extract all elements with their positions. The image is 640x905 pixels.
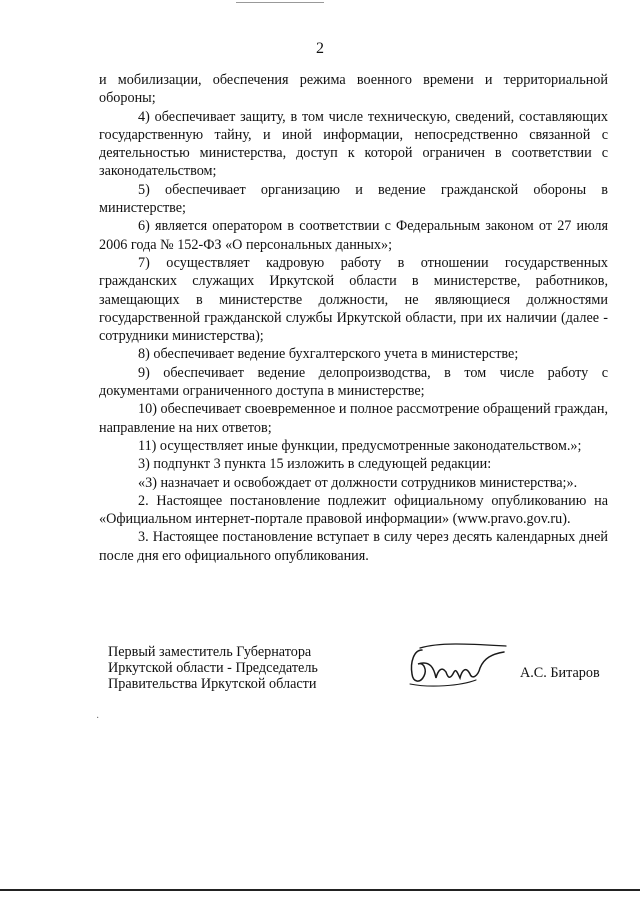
signatory-position-line: Правительства Иркутской области — [108, 676, 317, 692]
paragraph: 5) обеспечивает организацию и ведение гражданской обороны в министерстве; — [99, 181, 608, 217]
handwritten-signature — [400, 640, 510, 692]
signatory-position-line: Иркутской области - Председатель — [108, 660, 318, 676]
bottom-rule — [0, 889, 640, 891]
paragraph: и мобилизации, обеспечения режима военного времени и территориальной обороны; — [99, 72, 608, 107]
paragraph: 10) обеспечивает своевременное и полное рассмотрение обращений граждан, направление на них ответов; — [99, 401, 608, 436]
paragraph: 9) обеспечивает ведение делопроизводства, в том числе работу с документами ограниченного доступа в министерстве; — [99, 364, 608, 400]
paragraph: 8) обеспечивает ведение бухгалтерского учета в министерстве; — [138, 346, 519, 363]
paragraph: 3. Настоящее постановление вступает в силу через десять календарных дней после дня его официального опубликования. — [99, 529, 608, 564]
paragraph: «3) назначает и освобождает от должности сотрудников министерства;». — [138, 474, 578, 491]
signatory-name: А.С. Битаров — [520, 665, 600, 681]
top-rule — [236, 2, 324, 3]
paragraph: 11) осуществляет иные функции, предусмотренные законодательством.»; — [138, 437, 582, 454]
signatory-position-line: Первый заместитель Губернатора — [108, 644, 312, 660]
paragraph: 6) является оператором в соответствии с Федеральным законом от 27 июля 2006 года № 152-ФЗ «О персональных данных»; — [99, 218, 608, 253]
page-number: 2 — [316, 40, 324, 57]
body-text — [99, 71, 608, 565]
paragraph: 7) осуществляет кадровую работу в отношении государственных гражданских служащих Иркутской области в министерстве, работников, замещающих в министерстве должности, не являющиеся должностями государственной гражданской службы Иркутской области, при их наличии (далее - сотрудники министерства); — [99, 254, 608, 345]
paragraph: 3) подпункт 3 пункта 15 изложить в следующей редакции: — [138, 456, 492, 473]
paragraph: 4) обеспечивает защиту, в том числе техническую, сведений, составляющих государственную тайну, и иной информации, непосредственно связанной с деятельностью министерства, доступ к которой ограничен в соответствии с законодательством; — [99, 108, 608, 180]
paragraph: 2. Настоящее постановление подлежит официальному опубликованию на «Официальном интернет-портале правовой информации» (www.pravo.gov.ru). — [99, 492, 608, 528]
scan-artifact: · — [96, 713, 100, 724]
